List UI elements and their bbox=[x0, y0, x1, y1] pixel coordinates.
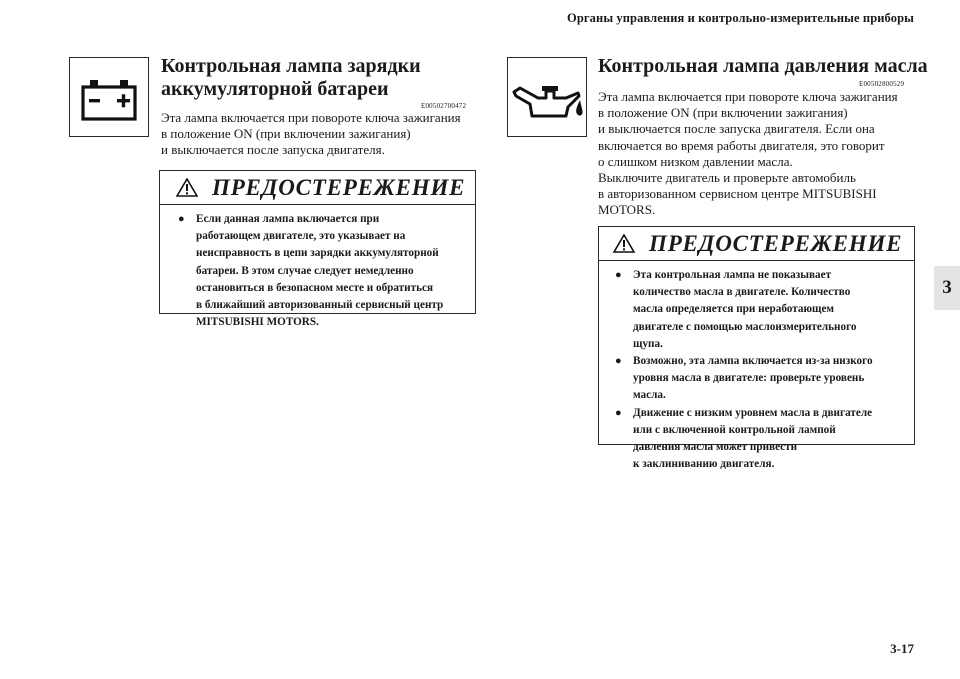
warning-line: количество масла в двигателе. Количество bbox=[633, 286, 851, 299]
battery-section-title bbox=[161, 55, 421, 101]
warning-body bbox=[599, 261, 914, 473]
warning-line: масла. bbox=[633, 389, 666, 402]
warning-line: Эта контрольная лампа не показывает bbox=[633, 269, 832, 281]
body-line: MOTORS. bbox=[598, 202, 656, 218]
body-line: в авторизованном сервисном центре MITSUBISHI bbox=[598, 186, 877, 202]
warning-line: к заклиниванию двигателя. bbox=[633, 458, 775, 471]
warning-item bbox=[615, 267, 904, 353]
battery-section-code: E00502700472 bbox=[421, 102, 467, 110]
warning-body bbox=[160, 205, 475, 331]
warning-line: двигателе с помощью маслоизмерительного bbox=[633, 320, 857, 333]
oil-section-title: Контрольная лампа давления масла bbox=[598, 55, 928, 77]
battery-indicator-icon-box bbox=[69, 57, 149, 137]
warning-line: Возможно, эта лампа включается из-за низкого bbox=[633, 355, 873, 368]
warning-title: ПРЕДОСТЕРЕЖЕНИЕ bbox=[649, 230, 903, 256]
warning-line: или с включенной контрольной лампой bbox=[633, 423, 836, 436]
body-line: включается во время работы двигателя, это говорит bbox=[598, 137, 885, 153]
battery-icon bbox=[70, 58, 148, 136]
warning-line: в ближайший авторизованный сервисный центр bbox=[196, 299, 444, 312]
warning-line: Если данная лампа включается при bbox=[196, 213, 380, 225]
body-line: Эта лампа включается при повороте ключа зажигания bbox=[161, 110, 461, 125]
warning-line: остановиться в безопасном месте и обратиться bbox=[196, 281, 434, 294]
bullet-icon: ● bbox=[615, 406, 622, 419]
title-line: аккумуляторной батареи bbox=[161, 78, 389, 100]
body-line: Выключите двигатель и проверьте автомобиль bbox=[598, 170, 856, 186]
warning-line: давления масла может привести bbox=[633, 441, 798, 454]
warning-header bbox=[599, 227, 914, 261]
body-line: в положение ON (при включении зажигания) bbox=[161, 126, 411, 142]
warning-item bbox=[615, 353, 904, 405]
oil-can-icon bbox=[508, 58, 586, 136]
warning-line: Движение с низким уровнем масла в двигателе bbox=[633, 406, 873, 419]
warning-line: уровня масла в двигателе: проверьте уровень bbox=[633, 372, 865, 385]
warning-line: неисправность в цепи зарядки аккумуляторной bbox=[196, 247, 439, 260]
page-number: 3-17 bbox=[890, 641, 914, 656]
body-line: Эта лампа включается при повороте ключа зажигания bbox=[598, 89, 898, 104]
warning-header bbox=[160, 171, 475, 205]
oil-section-code: E00502800529 bbox=[859, 80, 905, 88]
bullet-icon: ● bbox=[615, 269, 622, 281]
warning-triangle-icon bbox=[176, 178, 198, 197]
bullet-icon: ● bbox=[615, 355, 622, 368]
warning-title: ПРЕДОСТЕРЕЖЕНИЕ bbox=[212, 174, 466, 200]
warning-triangle-icon bbox=[613, 234, 635, 253]
warning-line: масла определяется при неработающем bbox=[633, 303, 835, 316]
oil-pressure-indicator-icon-box bbox=[507, 57, 587, 137]
battery-warning-box bbox=[159, 170, 476, 329]
title-line: Контрольная лампа зарядки bbox=[161, 55, 421, 77]
page-header: Органы управления и контрольно-измерительные приборы bbox=[567, 11, 914, 25]
warning-line: MITSUBISHI MOTORS. bbox=[196, 316, 319, 329]
warning-item bbox=[615, 405, 904, 474]
warning-line: батареи. В этом случае следует немедленно bbox=[196, 264, 414, 277]
oil-warning-box bbox=[598, 226, 915, 471]
body-line: и выключается после запуска двигателя. Если она bbox=[598, 121, 875, 137]
battery-section-body bbox=[161, 110, 461, 159]
warning-line: щупа. bbox=[633, 337, 663, 350]
chapter-tab: 3 bbox=[934, 266, 960, 310]
oil-section-body bbox=[598, 89, 898, 219]
body-line: о слишком низком давлении масла. bbox=[598, 153, 793, 169]
warning-line: работающем двигателе, это указывает на bbox=[196, 230, 406, 243]
warning-item bbox=[178, 211, 465, 331]
body-line: и выключается после запуска двигателя. bbox=[161, 142, 385, 158]
body-line: в положение ON (при включении зажигания) bbox=[598, 105, 848, 121]
bullet-icon: ● bbox=[178, 213, 185, 225]
